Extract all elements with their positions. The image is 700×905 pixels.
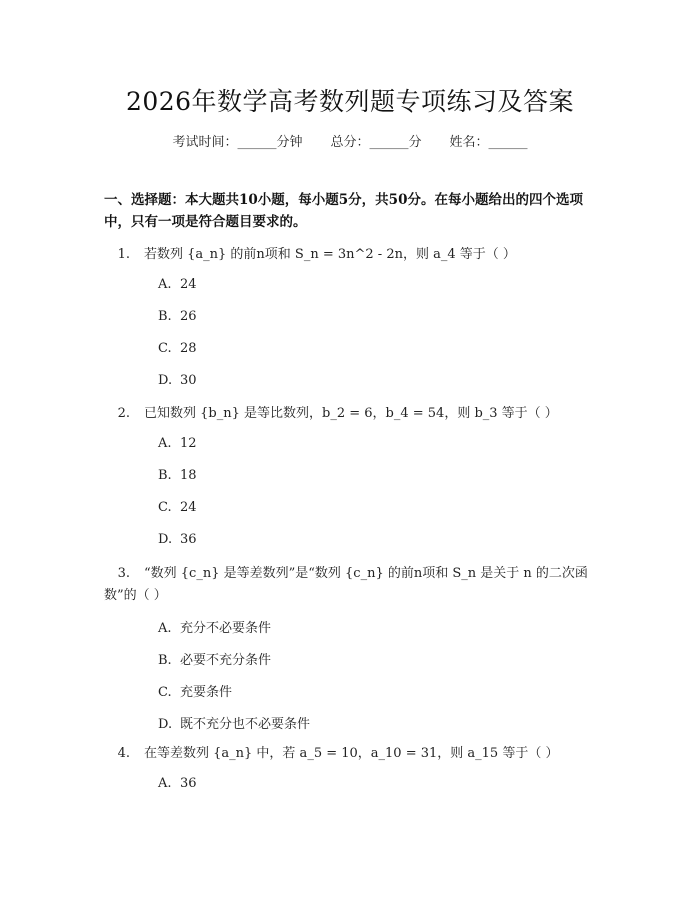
option-text: 28	[180, 341, 197, 356]
question-3-option-d	[158, 713, 310, 732]
option-letter: C.	[158, 341, 172, 356]
question-2	[104, 403, 594, 425]
question-1-option-c	[158, 341, 197, 356]
option-letter: B.	[158, 468, 172, 483]
option-letter: D.	[158, 373, 173, 388]
question-2-option-a	[158, 436, 197, 451]
option-letter: C.	[158, 500, 172, 515]
question-1-option-b	[158, 309, 197, 324]
total-score-field: 总分：______分	[330, 135, 422, 150]
option-text: 18	[180, 468, 197, 483]
question-1-option-d	[158, 373, 197, 388]
option-text: 36	[180, 776, 197, 791]
exam-meta	[0, 131, 700, 150]
question-2-option-d	[158, 532, 197, 547]
option-text: 30	[180, 373, 197, 388]
question-4-option-a	[158, 776, 197, 791]
option-text: 26	[180, 309, 197, 324]
option-text: 12	[180, 436, 197, 451]
option-text: 既不充分也不必要条件	[180, 717, 311, 732]
option-text: 充分不必要条件	[180, 621, 272, 636]
page-title: 2026年数学高考数列题专项练习及答案	[125, 87, 575, 116]
question-text: “数列 {c_n} 是等差数列”是“数列 {c_n} 的前n项和 S_n 是关于 n 的二次函数”的（ ）	[104, 566, 588, 603]
option-text: 24	[180, 500, 197, 515]
question-2-option-c	[158, 500, 197, 515]
question-2-option-b	[158, 468, 197, 483]
option-letter: D.	[158, 717, 173, 732]
option-text: 36	[180, 532, 197, 547]
question-number: 4.	[117, 746, 130, 761]
option-text: 充要条件	[180, 685, 233, 700]
question-text: 已知数列 {b_n} 是等比数列，b_2 = 6，b_4 = 54，则 b_3 等于（ ）	[144, 406, 558, 421]
option-letter: A.	[158, 277, 172, 292]
question-1-option-a	[158, 277, 197, 292]
option-letter: C.	[158, 685, 172, 700]
exam-time-field: 考试时间：______分钟	[172, 135, 303, 150]
option-letter: A.	[158, 436, 172, 451]
option-text: 必要不充分条件	[180, 653, 272, 668]
option-letter: B.	[158, 309, 172, 324]
question-3-option-c	[158, 681, 232, 700]
section-heading: 一、选择题：本大题共10小题，每小题5分，共50分。在每小题给出的四个选项中，只有一项是符合题目要求的。	[104, 192, 583, 230]
question-3	[104, 563, 594, 607]
question-text: 若数列 {a_n} 的前n项和 S_n = 3n^2 - 2n，则 a_4 等于（ ）	[144, 247, 516, 262]
option-letter: A.	[158, 776, 172, 791]
option-letter: D.	[158, 532, 173, 547]
student-name-field: 姓名：______	[449, 135, 528, 150]
question-number: 3.	[117, 566, 130, 581]
question-4	[104, 743, 594, 765]
question-3-option-a	[158, 617, 271, 636]
question-number: 2.	[117, 406, 130, 421]
option-text: 24	[180, 277, 197, 292]
option-letter: A.	[158, 621, 172, 636]
option-letter: B.	[158, 653, 172, 668]
question-number: 1.	[117, 247, 130, 262]
question-text: 在等差数列 {a_n} 中，若 a_5 = 10，a_10 = 31，则 a_15 等于（ ）	[144, 746, 559, 761]
question-1	[104, 244, 594, 266]
question-3-option-b	[158, 649, 271, 668]
